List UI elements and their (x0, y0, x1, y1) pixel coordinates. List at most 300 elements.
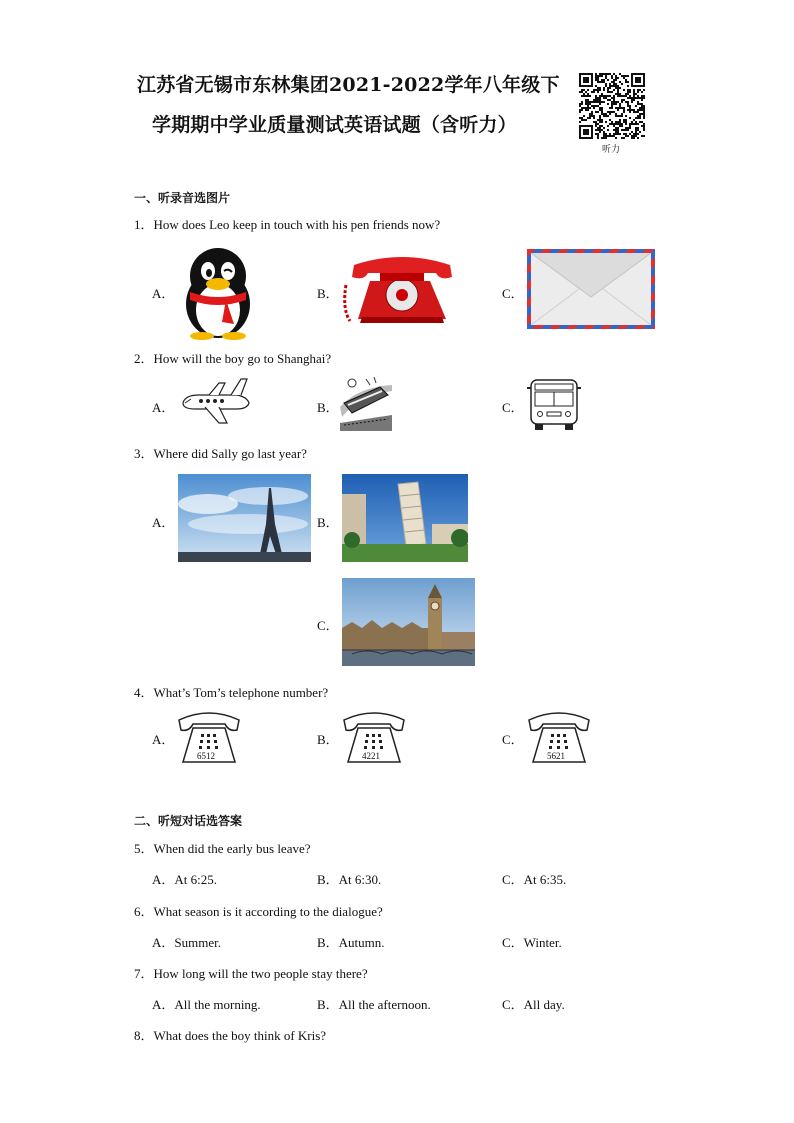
qr-module (627, 91, 629, 93)
qr-module (611, 123, 613, 125)
qr-code-icon (579, 73, 645, 139)
qr-module (593, 105, 595, 107)
qr-module (591, 101, 593, 103)
qr-module (599, 73, 601, 75)
qr-module (599, 115, 601, 117)
qr-module (625, 119, 627, 121)
qr-module (643, 105, 645, 107)
qr-module (641, 97, 643, 99)
qr-module (643, 75, 645, 77)
qr-module (625, 81, 627, 83)
qr-module (587, 93, 589, 95)
qr-module (595, 95, 597, 97)
qr-module (623, 129, 625, 131)
qr-module (631, 121, 633, 123)
phone-number: 5621 (547, 751, 565, 761)
qr-module (595, 85, 597, 87)
qr-module (627, 101, 629, 103)
qr-module (623, 99, 625, 101)
qr-module (585, 73, 587, 75)
qr-module (615, 137, 617, 139)
option-label: A． (152, 400, 175, 415)
qr-module (579, 125, 581, 127)
bus-icon (527, 376, 581, 437)
option-label: C． (502, 286, 524, 301)
qr-module (595, 105, 597, 107)
phone-number-option-a (175, 710, 243, 766)
qr-module (619, 133, 621, 135)
qr-module (607, 115, 609, 117)
qr-module (583, 125, 585, 127)
option-label: B． (317, 872, 339, 887)
qr-module (619, 125, 621, 127)
qr-module (605, 85, 607, 87)
qr-module (587, 129, 589, 131)
qr-module (601, 73, 603, 75)
qr-module (581, 89, 583, 91)
qr-module (635, 105, 637, 107)
eiffel-tower-photo (178, 474, 311, 562)
qr-module (587, 103, 589, 105)
qr-module (599, 103, 601, 105)
option-text: Winter. (523, 935, 562, 950)
qr-module (597, 77, 599, 79)
qr-module (617, 115, 619, 117)
qr-module (611, 81, 613, 83)
qr-module (635, 131, 637, 133)
qr-module (607, 79, 609, 81)
qr-module (635, 85, 637, 87)
qr-module (585, 119, 587, 121)
big-ben-photo (342, 578, 475, 666)
qr-module (579, 105, 581, 107)
qr-module (591, 125, 593, 127)
qr-module (587, 125, 589, 127)
qr-module (613, 89, 615, 91)
qr-module (625, 123, 627, 125)
qr-module (613, 99, 615, 101)
qr-module (597, 87, 599, 89)
qr-module (631, 79, 633, 81)
qr-module (643, 85, 645, 87)
qr-module (639, 97, 641, 99)
qr-module (621, 75, 623, 77)
qr-module (583, 79, 585, 81)
qr-module (597, 79, 599, 81)
qr-module (617, 109, 619, 111)
qr-module (581, 119, 583, 121)
qr-module (607, 111, 609, 113)
qr-module (609, 107, 611, 109)
qr-module (641, 135, 643, 137)
qr-module (601, 125, 603, 127)
qr-module (615, 75, 617, 77)
qr-module (599, 89, 601, 91)
qr-module (643, 123, 645, 125)
qr-module (587, 89, 589, 91)
phone-number: 6512 (197, 751, 215, 761)
question-7: 7．How long will the two people stay there? (134, 966, 368, 981)
qr-module (641, 105, 643, 107)
envelope-icon (527, 249, 655, 334)
qr-module (631, 85, 633, 87)
qr-module (623, 137, 625, 139)
airplane-icon (175, 377, 253, 430)
qr-module (621, 123, 623, 125)
qr-module (643, 73, 645, 75)
qr-module (615, 123, 617, 125)
qr-module (595, 73, 597, 75)
qr-module (643, 111, 645, 113)
option-a (152, 994, 261, 1013)
qr-module (581, 85, 583, 87)
qr-module (643, 107, 645, 109)
qr-module (639, 113, 641, 115)
qr-module (617, 93, 619, 95)
qr-module (581, 91, 583, 93)
qr-module (611, 103, 613, 105)
qr-module (611, 91, 613, 93)
qr-module (613, 97, 615, 99)
qr-module (599, 127, 601, 129)
qr-module (623, 121, 625, 123)
qr-module (643, 109, 645, 111)
qr-module (627, 93, 629, 95)
qr-module (619, 123, 621, 125)
qr-module (621, 95, 623, 97)
qr-module (599, 101, 601, 103)
qr-module (627, 75, 629, 77)
qr-module (635, 123, 637, 125)
qr-module (631, 83, 633, 85)
qr-module (597, 101, 599, 103)
qr-module (633, 85, 635, 87)
qr-module (637, 123, 639, 125)
qr-module (587, 73, 589, 75)
qr-module (617, 127, 619, 129)
qr-module (603, 73, 605, 75)
qr-module (633, 99, 635, 101)
qr-module (603, 81, 605, 83)
qr-module (639, 115, 641, 117)
qr-module (601, 137, 603, 139)
qr-module (587, 131, 589, 133)
qr-module (615, 93, 617, 95)
qr-module (601, 95, 603, 97)
qr-module (635, 117, 637, 119)
qr-module (601, 121, 603, 123)
qr-module (583, 115, 585, 117)
qr-module (617, 87, 619, 89)
qr-module (625, 101, 627, 103)
qr-module (639, 85, 641, 87)
qr-module (633, 95, 635, 97)
qr-module (625, 93, 627, 95)
qr-module (597, 127, 599, 129)
qr-module (623, 77, 625, 79)
qr-module (635, 111, 637, 113)
qr-module (599, 107, 601, 109)
page-title-line-1: 江苏省无锡市东林集团2021-2022学年八年级下 (137, 74, 560, 96)
qr-module (595, 123, 597, 125)
qr-module (613, 79, 615, 81)
qr-module (637, 103, 639, 105)
qr-module (639, 73, 641, 75)
qr-caption: 听力 (602, 145, 621, 155)
qr-module (605, 115, 607, 117)
qr-module (613, 83, 615, 85)
qr-module (603, 127, 605, 129)
qr-module (591, 131, 593, 133)
qr-module (597, 81, 599, 83)
qr-module (621, 99, 623, 101)
qr-module (607, 73, 609, 75)
qr-module (605, 113, 607, 115)
qr-module (609, 83, 611, 85)
qr-module (623, 119, 625, 121)
option-text: All the afternoon. (338, 997, 431, 1012)
qr-module (583, 77, 585, 79)
qr-module (587, 137, 589, 139)
qr-module (641, 73, 643, 75)
qr-module (597, 123, 599, 125)
option-label: B． (317, 286, 339, 301)
qr-module (595, 111, 597, 113)
qr-module (635, 93, 637, 95)
qr-module (641, 109, 643, 111)
qr-module (579, 75, 581, 77)
qr-module (617, 121, 619, 123)
qr-module (589, 125, 591, 127)
qr-module (581, 109, 583, 111)
qr-module (607, 87, 609, 89)
qr-module (633, 89, 635, 91)
qr-module (639, 81, 641, 83)
qr-module (591, 129, 593, 131)
qr-module (603, 131, 605, 133)
qr-module (609, 95, 611, 97)
option-label: B． (317, 732, 339, 747)
qr-module (587, 77, 589, 79)
qr-module (597, 133, 599, 135)
qr-module (617, 107, 619, 109)
qr-module (589, 117, 591, 119)
option-label: A． (152, 286, 175, 301)
qr-module (615, 83, 617, 85)
qr-module (585, 109, 587, 111)
option-label: A． (152, 515, 175, 530)
qr-module (627, 129, 629, 131)
qr-module (605, 97, 607, 99)
option-a (152, 932, 221, 951)
qr-module (613, 95, 615, 97)
qr-module (587, 79, 589, 81)
option-label: A． (152, 935, 175, 950)
qr-module (581, 117, 583, 119)
qr-module (635, 129, 637, 131)
qr-module (633, 97, 635, 99)
qr-module (581, 101, 583, 103)
qr-module (639, 109, 641, 111)
qr-module (581, 103, 583, 105)
qr-module (619, 95, 621, 97)
qr-module (605, 133, 607, 135)
qr-module (615, 79, 617, 81)
qr-module (587, 107, 589, 109)
qr-module (609, 99, 611, 101)
qr-module (621, 115, 623, 117)
qr-module (629, 91, 631, 93)
option-label: C． (502, 997, 524, 1012)
qr-module (639, 131, 641, 133)
qr-module (599, 99, 601, 101)
qr-module (591, 127, 593, 129)
qr-module (641, 99, 643, 101)
phone-number-option-c (525, 710, 593, 766)
qr-module (631, 99, 633, 101)
qr-module (607, 99, 609, 101)
qr-module (599, 117, 601, 119)
qr-module (631, 123, 633, 125)
qr-module (611, 75, 613, 77)
qr-module (579, 129, 581, 131)
qr-module (623, 89, 625, 91)
qr-module (581, 125, 583, 127)
qr-module (619, 105, 621, 107)
qr-module (605, 83, 607, 85)
qr-module (623, 95, 625, 97)
qr-module (583, 119, 585, 121)
qr-module (641, 125, 643, 127)
qr-module (611, 101, 613, 103)
section-heading-1: 一、听录音选图片 (134, 191, 231, 205)
qr-module (605, 135, 607, 137)
qr-module (591, 135, 593, 137)
qr-module (611, 97, 613, 99)
option-c (502, 869, 566, 888)
qr-module (643, 83, 645, 85)
qr-module (637, 97, 639, 99)
qr-module (585, 91, 587, 93)
qr-module (599, 87, 601, 89)
qr-module (643, 117, 645, 119)
qr-module (579, 133, 581, 135)
qr-module (609, 123, 611, 125)
qr-module (597, 119, 599, 121)
qr-module (609, 133, 611, 135)
qr-module (593, 101, 595, 103)
qr-module (643, 125, 645, 127)
qr-module (619, 107, 621, 109)
qr-module (631, 77, 633, 79)
qr-module (591, 83, 593, 85)
qr-module (589, 95, 591, 97)
qr-module (629, 117, 631, 119)
qr-module (591, 111, 593, 113)
qr-module (585, 131, 587, 133)
qr-module (637, 127, 639, 129)
qr-module (635, 79, 637, 81)
qr-module (581, 107, 583, 109)
qr-module (639, 121, 641, 123)
qr-module (589, 103, 591, 105)
qr-module (631, 97, 633, 99)
telephone-icon (340, 247, 456, 332)
qr-module (607, 103, 609, 105)
qr-module (583, 137, 585, 139)
option-text: All the morning. (174, 997, 261, 1012)
qr-module (617, 129, 619, 131)
qr-module (579, 77, 581, 79)
qr-module (601, 113, 603, 115)
qr-module (587, 109, 589, 111)
qr-module (597, 99, 599, 101)
qr-module (607, 91, 609, 93)
qr-module (583, 81, 585, 83)
qr-module (605, 75, 607, 77)
qr-module (609, 135, 611, 137)
qr-module (625, 127, 627, 129)
qr-module (587, 81, 589, 83)
qr-module (591, 133, 593, 135)
qr-module (593, 117, 595, 119)
qr-module (639, 89, 641, 91)
option-text: Autumn. (338, 935, 385, 950)
qr-module (599, 119, 601, 121)
qr-module (587, 117, 589, 119)
qr-module (595, 121, 597, 123)
qr-module (617, 131, 619, 133)
qr-module (623, 107, 625, 109)
qr-module (583, 89, 585, 91)
question-2: 2．How will the boy go to Shanghai? (134, 351, 332, 366)
qr-module (593, 115, 595, 117)
qr-module (595, 129, 597, 131)
qr-module (579, 79, 581, 81)
qr-module (637, 111, 639, 113)
qr-module (597, 91, 599, 93)
qr-module (585, 137, 587, 139)
qr-module (635, 81, 637, 83)
qr-module (635, 133, 637, 135)
qr-module (613, 111, 615, 113)
qr-module (601, 111, 603, 113)
qr-module (593, 91, 595, 93)
qr-module (607, 129, 609, 131)
qr-module (579, 109, 581, 111)
qr-module (643, 89, 645, 91)
option-label: C． (502, 732, 524, 747)
qr-module (583, 93, 585, 95)
qr-module (621, 137, 623, 139)
qr-module (603, 115, 605, 117)
qr-module (623, 111, 625, 113)
qr-module (631, 131, 633, 133)
qr-module (627, 135, 629, 137)
qr-module (609, 113, 611, 115)
qr-module (629, 111, 631, 113)
question-8: 8．What does the boy think of Kris? (134, 1028, 327, 1043)
qr-module (587, 101, 589, 103)
qr-module (625, 133, 627, 135)
question-1: 1．How does Leo keep in touch with his pen friends now? (134, 217, 441, 232)
qr-module (597, 135, 599, 137)
qr-module (593, 99, 595, 101)
qr-module (585, 107, 587, 109)
qr-module (613, 125, 615, 127)
qr-module (625, 135, 627, 137)
qr-module (579, 131, 581, 133)
